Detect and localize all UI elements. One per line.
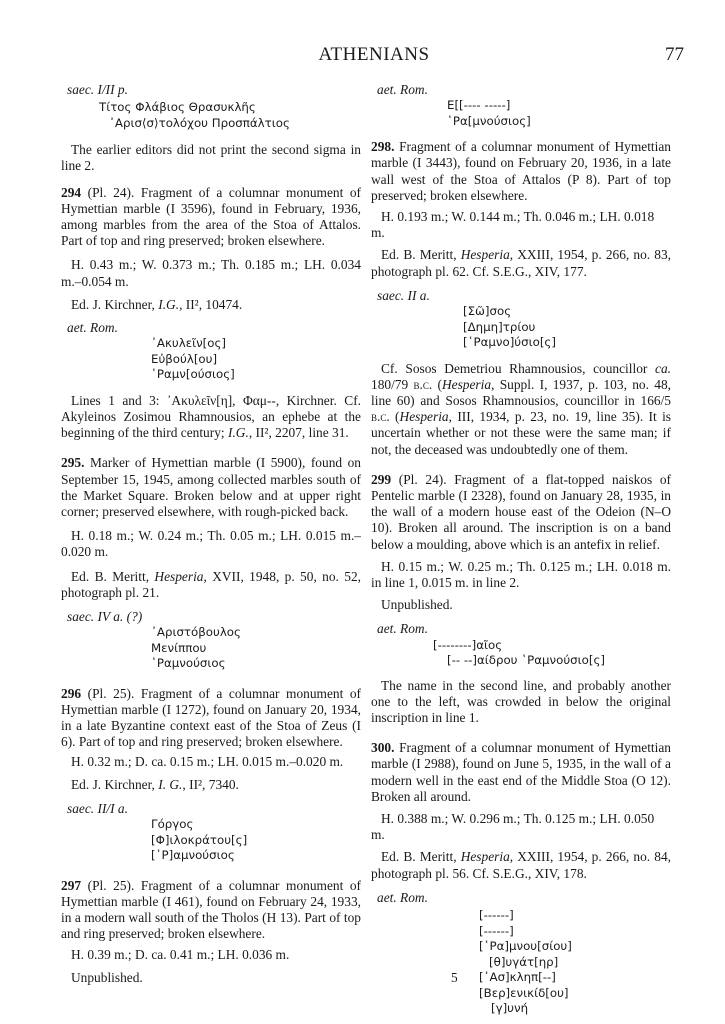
note-text: , Suppl. I, 1937, p. 103, no. 48, line 60) and Sosos Rhamnousios, councillor in 166/5 bbox=[371, 376, 671, 408]
entry-300 bbox=[371, 740, 671, 805]
note-text: , III, 1934, p. 23, no. 19, line 35). It is uncertain whether or not these were the same man; if not, the deceased was undoubtedly one of them. bbox=[371, 409, 672, 457]
inscription-line: [῾Ρα]μνου[σίου] bbox=[479, 939, 572, 954]
entry-edition bbox=[371, 247, 671, 279]
edition-title: I. G. bbox=[158, 776, 183, 792]
inscription-line: ᾿Ακυλεῖν[ος] bbox=[151, 336, 227, 351]
entry-description: (Pl. 25). Fragment of a columnar monument of Hymettian marble (I 461), found on February 24, 1933, in a modern wall south of the Tholos (H 13). Part of top and ring preserved; broken elsewhere. bbox=[61, 877, 361, 942]
inscription-line-text: [᾿Ασ]κληπ[--] bbox=[479, 970, 556, 985]
entry-dimensions: H. 0.43 m.; W. 0.373 m.; Th. 0.185 m.; LH. 0.034 m.–0.054 m. bbox=[61, 257, 361, 289]
entry-description: (Pl. 25). Fragment of a columnar monument of Hymettian marble (I 1272), found on January 20, 1934, in a late Byzantine context east of the Stoa of Zeus (I 6). Part of top and ring preserved; broken elsewhere. bbox=[61, 685, 361, 750]
entry-note: The name in the second line, and probably another one to the left, was crowded in below the original inscription in line 1. bbox=[371, 677, 671, 725]
edition-title: I.G. bbox=[158, 296, 180, 312]
inscription-line: ῾Ρα[μνούσιος] bbox=[447, 113, 531, 128]
edition-text: Ed. B. Meritt, bbox=[71, 568, 155, 584]
inscription-line: Γόργος bbox=[151, 817, 194, 832]
entry-date: aet. Rom. bbox=[377, 889, 428, 905]
note-text: 180/79 bbox=[371, 376, 414, 392]
inscription-line: ῾Ραμν[ούσιος] bbox=[151, 367, 235, 382]
entry-note bbox=[61, 393, 361, 442]
inscription-text bbox=[447, 98, 671, 129]
inscription-text bbox=[463, 304, 671, 351]
entry-dimensions: H. 0.32 m.; D. ca. 0.15 m.; LH. 0.015 m.–0.020 m. bbox=[71, 754, 344, 770]
page-number: 77 bbox=[665, 44, 684, 65]
entry-description: (Pl. 24). Fragment of a flat-topped naiskos of Pentelic marble (I 2328), found on January 28, 1935, in the wall of a modern house east of the Odeion (N–O 10). Broken all around. The inscription is on a band below a moulding, above which is an antefix in relief. bbox=[371, 471, 671, 552]
note-text: ca. bbox=[655, 360, 671, 376]
running-header bbox=[60, 44, 688, 70]
inscription-line: [-- --]αίδρου ῾Ραμνούσιο[ς] bbox=[447, 653, 605, 668]
entry-description: (Pl. 24). Fragment of a columnar monument of Hymettian marble (I 3596), found in February, 1936, among marbles from the area of the Stoa of Attalos. Part of top and ring preserved; broken elsewhere. bbox=[61, 184, 361, 249]
entry-number: 298. bbox=[371, 139, 395, 155]
note-title: Hesperia bbox=[399, 409, 449, 425]
inscription-text bbox=[99, 100, 361, 131]
inscription-text bbox=[371, 638, 671, 669]
note-text: ( bbox=[389, 409, 400, 425]
inscription-text bbox=[151, 817, 361, 864]
left-column bbox=[61, 82, 361, 986]
entry-297 bbox=[61, 878, 361, 943]
inscription-line: [------] bbox=[479, 908, 514, 923]
inscription-line: [------] bbox=[479, 923, 514, 938]
entry-date: saec. IV a. (?) bbox=[67, 608, 143, 624]
inscription-line: Τίτος Φλάβιος Θρασυκλῆς bbox=[99, 100, 256, 115]
inscription-line: [Σῶ]σος bbox=[463, 304, 512, 319]
entry-number: 297 bbox=[61, 877, 82, 893]
entry-296 bbox=[61, 686, 361, 751]
edition-text: Ed. B. Meritt, bbox=[381, 849, 461, 865]
entry-number: 296 bbox=[61, 685, 82, 701]
entry-note bbox=[371, 361, 671, 458]
entry-note: The earlier editors did not print the second sigma in line 2. bbox=[61, 142, 361, 174]
entry-dimensions: H. 0.388 m.; W. 0.296 m.; Th. 0.125 m.; LH. 0.050 m. bbox=[371, 811, 655, 843]
inscription-line: Εὐβούλ[ου] bbox=[151, 351, 218, 366]
entry-description: Marker of Hymettian marble (I 5900), found on September 15, 1945, among collected marbles south of the Market Square. Broken below and at upper right corner; preserved elsewhere, with rough-picked back. bbox=[61, 455, 361, 519]
inscription-line: ῾Ραμνούσιος bbox=[151, 656, 226, 671]
note-text: b.c. bbox=[371, 409, 390, 425]
inscription-line: Μενίππου bbox=[151, 640, 207, 655]
inscription-line: [῾Ρ]αμνούσιος bbox=[151, 848, 235, 863]
entry-number: 300. bbox=[371, 740, 395, 756]
edition-text: , XXIII, 1954, p. 266, no. 84, photograph pl. 56. Cf. S.E.G., XIV, 178. bbox=[371, 849, 671, 881]
entry-description: Fragment of a columnar monument of Hymettian marble (I 3443), found on February 20, 1936, in a late wall west of the Stoa of Attalos (P 8). Part of top preserved; broken elsewhere. bbox=[371, 139, 671, 203]
entry-299 bbox=[371, 472, 671, 553]
entry-date: saec. II a. bbox=[377, 287, 430, 303]
entry-number: 299 bbox=[371, 471, 392, 487]
entry-date: aet. Rom. bbox=[377, 82, 428, 97]
note-title: I.G. bbox=[227, 425, 249, 441]
entry-description: Fragment of a columnar monument of Hymettian marble (I 2988), found on June 5, 1935, in the wall of a modern well in the east end of the Middle Stoa (O 12). Broken all around. bbox=[371, 740, 671, 804]
inscription-line: [῾Ραμνο]ύσιο[ς] bbox=[463, 335, 556, 350]
entry-298 bbox=[371, 139, 671, 204]
entry-295 bbox=[61, 455, 361, 520]
edition-text: , II², 7340. bbox=[182, 776, 239, 792]
inscription-line: ᾿Αριστόβουλος bbox=[151, 625, 241, 640]
entry-date: aet. Rom. bbox=[377, 621, 428, 637]
note-text: b.c. bbox=[413, 376, 433, 392]
entry-note: Unpublished. bbox=[71, 969, 143, 985]
entry-dimensions: H. 0.15 m.; W. 0.25 m.; Th. 0.125 m.; LH. 0.018 m. in line 1, 0.015 m. in line 2. bbox=[371, 558, 671, 590]
edition-text: Ed. B. Meritt, bbox=[381, 247, 461, 263]
inscription-text bbox=[451, 908, 671, 1017]
edition-text: , II², 10474. bbox=[179, 296, 243, 312]
inscription-line: [Φ]ιλοκράτου[ς] bbox=[151, 832, 248, 847]
inscription-line: Ε[[---- -----] bbox=[447, 98, 511, 113]
entry-dimensions: H. 0.18 m.; W. 0.24 m.; Th. 0.05 m.; LH. 0.015 m.–0.020 m. bbox=[61, 528, 361, 560]
entry-number: 294 bbox=[61, 184, 82, 200]
entry-edition bbox=[61, 297, 361, 313]
edition-title: Hesperia bbox=[460, 849, 510, 865]
entry-edition bbox=[61, 777, 361, 793]
edition-text: Ed. J. Kirchner, bbox=[71, 296, 159, 312]
note-text: ( bbox=[432, 376, 442, 392]
edition-title: Hesperia bbox=[460, 247, 510, 263]
line-number: 5 bbox=[451, 970, 458, 986]
entry-date: saec. I/II p. bbox=[67, 82, 128, 97]
inscription-line: [--------]αῖος bbox=[433, 637, 503, 652]
note-text: Lines 1 and 3: ᾿Ακυλεῖν[η], Φαμ--, Kirchner. Cf. Akyleinos Zosimou Rhamnousios, an ephebe at the beginning of the third century; bbox=[61, 392, 361, 441]
entry-294 bbox=[61, 185, 361, 250]
entry-edition bbox=[371, 849, 671, 881]
entry-number: 295. bbox=[61, 455, 85, 471]
inscription-line: [θ]υγάτ[ηρ] bbox=[489, 954, 559, 969]
entry-note: Unpublished. bbox=[381, 597, 453, 613]
edition-text: , XXIII, 1954, p. 266, no. 83, photograph pl. 62. Cf. S.E.G., XIV, 177. bbox=[371, 247, 671, 279]
edition-title: Hesperia bbox=[154, 568, 204, 584]
note-title: Hesperia bbox=[441, 376, 492, 392]
right-column bbox=[371, 82, 671, 1017]
note-text: , II², 2207, line 31. bbox=[248, 425, 349, 441]
entry-date: saec. II/I a. bbox=[67, 800, 128, 816]
edition-text: Ed. J. Kirchner, bbox=[71, 776, 159, 792]
inscription-line: [γ]υνή bbox=[491, 1001, 529, 1016]
entry-dimensions: H. 0.39 m.; D. ca. 0.41 m.; LH. 0.036 m. bbox=[71, 947, 290, 963]
page-title: ATHENIANS bbox=[318, 44, 430, 65]
entry-date: aet. Rom. bbox=[67, 320, 118, 336]
inscription-text bbox=[151, 336, 361, 383]
inscription-line bbox=[451, 970, 671, 986]
edition-text: , XVII, 1948, p. 50, no. 52, photograph pl. 21. bbox=[61, 568, 361, 600]
entry-dimensions: H. 0.193 m.; W. 0.144 m.; Th. 0.046 m.; LH. 0.018 m. bbox=[371, 209, 655, 241]
inscription-line: [Βερ]ενικίδ[ου] bbox=[479, 985, 569, 1000]
note-text: Cf. Sosos Demetriou Rhamnousios, councillor bbox=[381, 360, 655, 376]
inscription-line: [Δημη]τρίου bbox=[463, 319, 536, 334]
entry-edition bbox=[61, 569, 361, 601]
inscription-line: ᾿Αρισ⟨σ⟩τολόχου Προσπάλτιος bbox=[109, 115, 290, 130]
inscription-text bbox=[151, 625, 361, 672]
